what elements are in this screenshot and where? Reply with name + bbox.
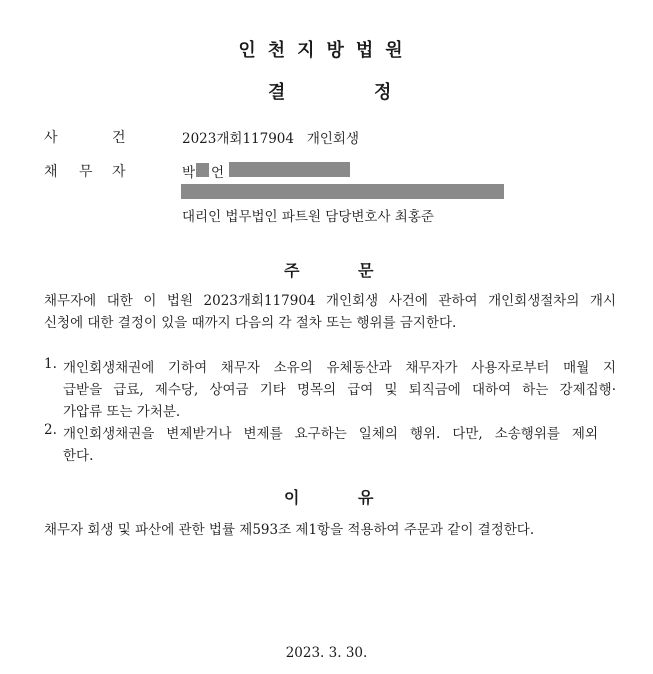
order-item-1-line1 (63, 356, 616, 376)
case-number: 2023개회117904 개인회생 (182, 131, 360, 147)
debtor-name-first: 박 (182, 165, 196, 181)
case-label-2: 건 (112, 130, 126, 146)
case-label-1: 사 (44, 130, 58, 146)
reason-heading-left: 이 (284, 488, 300, 507)
debtor-name-last: 언 (211, 165, 225, 181)
agent-line: 대리인 법무법인 파트원 담당변호사 최홍준 (182, 209, 434, 225)
order-intro-line1: 채무자에 대한 이 법원 2023개회117904 개인회생 사건에 관하여 개인회생절차의 개시 (44, 293, 616, 309)
reason-text: 채무자 회생 및 파산에 관한 법률 제593조 제1항을 적용하여 주문과 같이 결정한다. (44, 522, 535, 538)
order-item-1-line2-text: 급받을 급료, 제수당, 상여금 기타 명목의 급여 및 퇴직금에 대하여 하는 강제집행· (63, 382, 616, 398)
order-heading-left: 주 (284, 261, 300, 280)
order-item-2-line1-text: 개인회생채권을 변제받거나 변제를 요구하는 일체의 행위. 다만, 소송행위를 제외 (63, 426, 598, 442)
redaction-address (181, 184, 504, 199)
order-heading-right: 문 (358, 261, 374, 280)
court-name: 인천지방법원 (238, 40, 415, 61)
order-item-1-line3: 가압류 또는 가처분. (63, 404, 181, 420)
document-type-left: 결 (268, 82, 286, 103)
redaction-id (229, 162, 350, 177)
order-item-1-line1-text: 개인회생채권에 기하여 채무자 소유의 유체동산과 채무자가 사용자로부터 매월 지 (63, 360, 616, 376)
order-item-1-number: 1. (44, 356, 57, 372)
order-item-2-number: 2. (44, 422, 57, 438)
order-intro-line2: 신청에 대한 결정이 있을 때까지 다음의 각 절차 또는 행위를 금지한다. (44, 315, 457, 331)
order-item-2-line1 (63, 422, 598, 442)
order-intro (44, 290, 616, 334)
document-date: 2023. 3. 30. (285, 645, 368, 661)
reason-heading-right: 유 (358, 488, 374, 507)
redaction-name (196, 163, 209, 177)
order-item-1-line2 (63, 378, 616, 398)
debtor-label-1: 채 (44, 164, 58, 180)
debtor-label-2: 무 (79, 164, 93, 180)
order-item-2-line2: 한다. (63, 448, 94, 464)
debtor-label-3: 자 (112, 164, 126, 180)
document-type-right: 정 (374, 82, 392, 103)
